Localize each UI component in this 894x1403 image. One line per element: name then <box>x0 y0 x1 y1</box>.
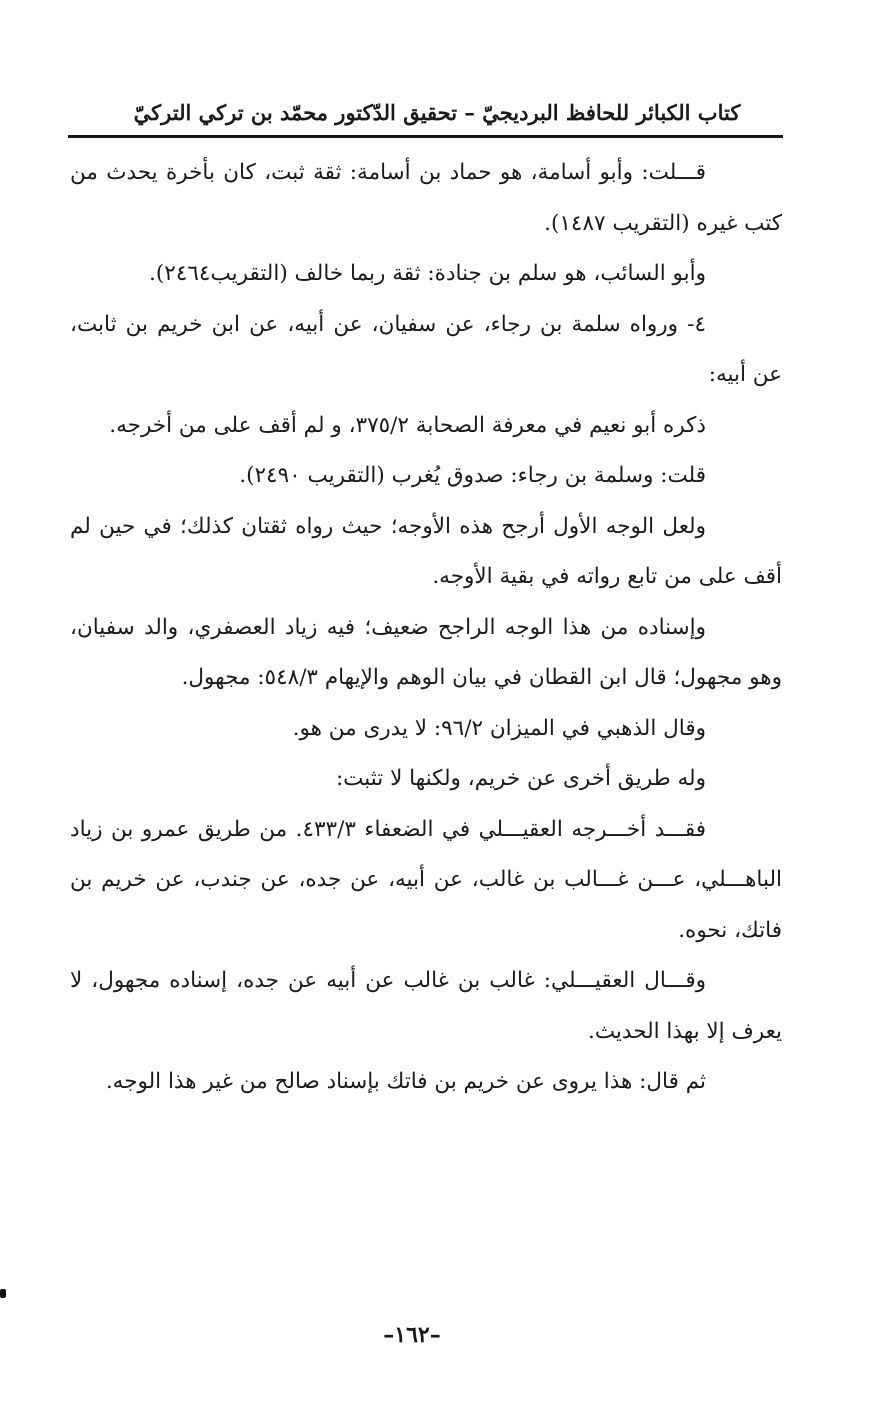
page-number: –١٦٢– <box>383 1322 441 1348</box>
paragraph-6: ولعل الوجه الأول أرجح هذه الأوجه؛ حيث رواه ثقتان كذلك؛ في حين لم أقف على من تابع رواته في بقية الأوجه. <box>70 513 782 589</box>
paragraph-2: وأبو السائب، هو سلم بن جنادة: ثقة ربما خالف (التقريب٢٤٦٤). <box>149 261 706 286</box>
paragraph-5: قلت: وسلمة بن رجاء: صدوق يُغرب (التقريب ٢٤٩٠). <box>239 463 706 488</box>
scan-margin-mark <box>0 1289 6 1298</box>
paragraph-8: وقال الذهبي في الميزان ٩٦/٢: لا يدرى من هو. <box>292 715 706 741</box>
running-header: كتاب الكبائر للحافظ البرديجيّ – تحقيق الدّكتور محمّد بن تركي التركيّ <box>133 100 741 125</box>
paragraph-3: ٤- ورواه سلمة بن رجاء، عن سفيان، عن أبيه، عن ابن خريم بن ثابت، عن أبيه: <box>70 311 782 387</box>
paragraph-10: فقـــد أخـــرجه العقيـــلي في الضعفاء ٤٣٣/٣. من طريق عمرو بن زياد الباهـــلي، عـــن غـــالب بن غالب، عن أبيه، عن جده، عن جندب، عن خريم بن فاتك، نحوه. <box>70 816 782 943</box>
header-rule <box>68 135 783 138</box>
paragraph-7: وإسناده من هذا الوجه الراجح ضعيف؛ فيه زياد العصفري، والد سفيان، وهو مجهول؛ قال ابن القطان في بيان الوهم والإيهام ٥٤٨/٣: مجهول. <box>70 614 782 690</box>
paragraph-1: قـــلت: وأبو أسامة، هو حماد بن أسامة: ثقة ثبت، كان بأخرة يحدث من كتب غيره (التقريب ١٤٨٧). <box>70 160 782 236</box>
paragraph-4: ذكره أبو نعيم في معرفة الصحابة ٣٧٥/٢، و لم أقف على من أخرجه. <box>109 412 706 438</box>
paragraph-12: ثم قال: هذا يروى عن خريم بن فاتك بإسناد صالح من غير هذا الوجه. <box>105 1069 706 1094</box>
paragraph-11: وقـــال العقيـــلي: غالب بن غالب عن أبيه عن جده، إسناده مجهول، لا يعرف إلا بهذا الحديث. <box>70 968 782 1044</box>
paragraph-9: وله طريق أخرى عن خريم، ولكنها لا تثبت: <box>335 766 706 791</box>
page-body <box>70 148 782 1108</box>
